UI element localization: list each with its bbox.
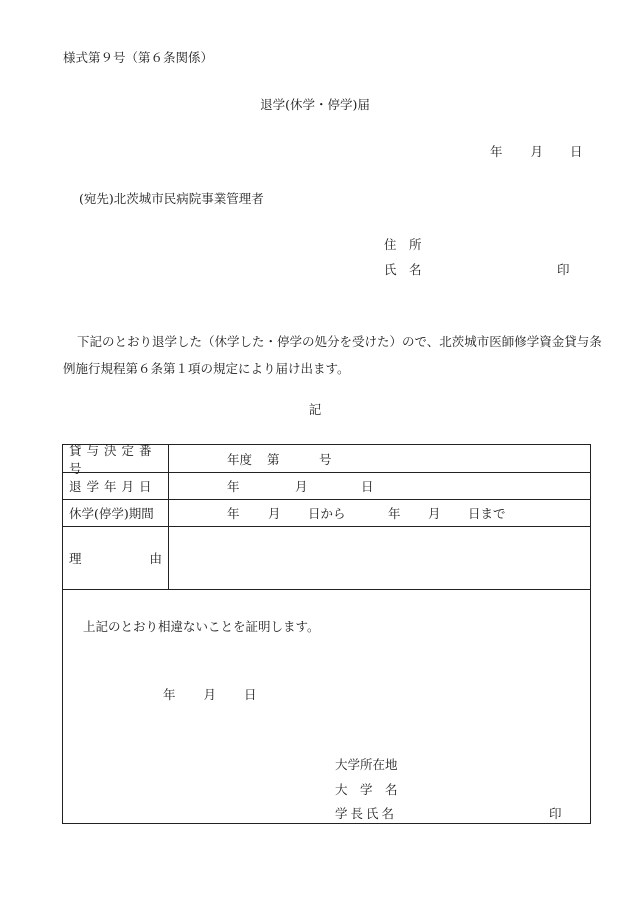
date-year: 年: [490, 144, 503, 159]
reason-label-1: 理: [69, 551, 82, 566]
ki-heading: 記: [308, 402, 322, 417]
withdrawal-date-row: [63, 473, 590, 500]
withdrawal-month: 月: [295, 479, 308, 494]
reason-row: [63, 527, 590, 590]
reason-label: [63, 527, 169, 589]
loan-number-label: 貸与決定番号: [63, 445, 169, 472]
leave-to-year: 年: [388, 506, 401, 521]
leave-period-label: 休学(停学)期間: [63, 500, 169, 526]
leave-from-month: 月: [268, 506, 281, 521]
date-month: 月: [530, 144, 544, 159]
leave-period-row: [63, 500, 590, 527]
loan-number-row: [63, 442, 590, 476]
loan-nendo: 年度: [227, 451, 253, 467]
leave-to-day: 日まで: [468, 506, 506, 521]
leave-to-month: 月: [428, 506, 441, 521]
applicant-name-label: 氏 名: [384, 262, 422, 277]
loan-gou: 号: [319, 451, 332, 467]
cert-date-year: 年: [163, 687, 176, 702]
leave-from-year: 年: [227, 506, 240, 521]
certification-text: 上記のとおり相違ないことを証明します。: [83, 619, 320, 634]
document-title: 退学(休学・停学)届: [260, 97, 370, 112]
president-seal: 印: [549, 806, 562, 821]
date-day: 日: [570, 144, 583, 159]
submission-date: [490, 146, 583, 159]
form-number: 様式第９号（第６条関係）: [63, 50, 214, 65]
withdrawal-date-label: 退学年月日: [63, 473, 169, 499]
leave-from-day: 日から: [308, 506, 346, 521]
addressee: (宛先)北茨城市民病院事業管理者: [79, 191, 264, 206]
university-name-label: 大 学 名: [335, 782, 398, 797]
loan-dai: 第: [267, 451, 280, 467]
applicant-seal: 印: [557, 262, 570, 277]
cert-date-month: 月: [203, 687, 217, 702]
cert-date-day: 日: [244, 687, 257, 702]
reason-label-2: 由: [149, 551, 162, 566]
applicant-address-label: 住 所: [384, 237, 422, 252]
form-table: [62, 444, 591, 824]
university-address-label: 大学所在地: [335, 757, 398, 772]
withdrawal-year: 年: [227, 479, 240, 494]
withdrawal-day: 日: [361, 479, 374, 494]
president-name-label: 学長氏名: [335, 806, 398, 821]
certification-date: [163, 689, 257, 702]
body-text: 下記のとおり退学した（休学した・停学の処分を受けた）ので、北茨城市医師修学資金貸与条例施行規程第６条第１項の規定により届け出ます。: [63, 334, 602, 376]
